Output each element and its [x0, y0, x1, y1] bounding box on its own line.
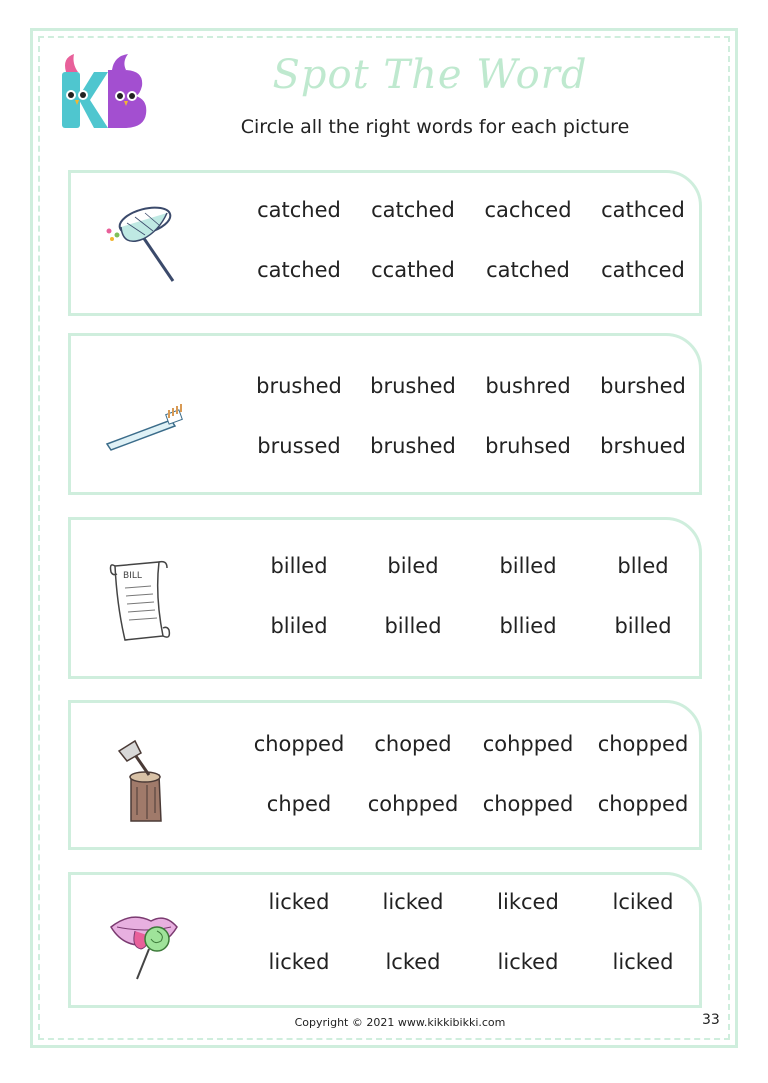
word-option[interactable]: bushred — [485, 374, 571, 398]
word-option[interactable]: biled — [387, 554, 439, 578]
word-option[interactable]: billed — [499, 554, 557, 578]
word-option[interactable]: billed — [614, 614, 672, 638]
logo-b-icon — [108, 54, 146, 128]
bill-scroll-icon — [101, 556, 191, 646]
axe-stump-icon — [101, 735, 191, 825]
word-option[interactable]: lcked — [385, 950, 441, 974]
page-number: 33 — [702, 1012, 720, 1028]
word-option[interactable]: blled — [617, 554, 669, 578]
instructions: Circle all the right words for each picture — [240, 116, 630, 138]
kb-logo — [52, 50, 152, 132]
word-option[interactable]: ccathed — [371, 258, 455, 282]
word-option[interactable]: catched — [257, 198, 341, 222]
word-option[interactable]: cathced — [601, 258, 685, 282]
word-option[interactable]: likced — [497, 890, 559, 914]
logo-k-icon — [62, 54, 108, 128]
word-option[interactable]: chopped — [597, 732, 689, 756]
word-option[interactable]: licked — [382, 890, 444, 914]
word-option[interactable]: bliled — [270, 614, 328, 638]
word-option[interactable]: lciked — [612, 890, 674, 914]
exercise-row-2 — [68, 333, 702, 495]
word-option[interactable]: burshed — [600, 374, 686, 398]
butterfly-net-icon — [101, 199, 191, 289]
word-option[interactable]: cohpped — [482, 732, 574, 756]
word-option[interactable]: brushed — [256, 374, 342, 398]
word-option[interactable]: bllied — [499, 614, 557, 638]
word-option[interactable]: catched — [371, 198, 455, 222]
word-option[interactable]: licked — [497, 950, 559, 974]
word-option[interactable]: chped — [266, 792, 332, 816]
word-option[interactable]: chopped — [253, 732, 345, 756]
svg-text:BILL: BILL — [123, 571, 142, 581]
word-option[interactable]: brushed — [370, 434, 456, 458]
lollipop-lips-icon — [101, 897, 191, 987]
word-option[interactable]: cohpped — [367, 792, 459, 816]
toothbrush-icon — [101, 376, 191, 466]
word-option[interactable]: licked — [612, 950, 674, 974]
exercise-row-4 — [68, 700, 702, 850]
word-option[interactable]: billed — [270, 554, 328, 578]
word-option[interactable]: catched — [257, 258, 341, 282]
word-option[interactable]: chopped — [482, 792, 574, 816]
word-option[interactable]: brussed — [257, 434, 341, 458]
word-option[interactable]: cachced — [484, 198, 572, 222]
exercise-row-1 — [68, 170, 702, 316]
copyright-text: Copyright © 2021 www.kikkibikki.com — [294, 1016, 506, 1029]
page-title: Spot The Word — [272, 52, 588, 98]
word-option[interactable]: billed — [384, 614, 442, 638]
word-option[interactable]: licked — [268, 950, 330, 974]
word-option[interactable]: licked — [268, 890, 330, 914]
word-option[interactable]: bruhsed — [485, 434, 571, 458]
word-option[interactable]: cathced — [601, 198, 685, 222]
word-option[interactable]: chopped — [597, 792, 689, 816]
word-option[interactable]: catched — [486, 258, 570, 282]
word-option[interactable]: brushed — [370, 374, 456, 398]
exercise-row-3 — [68, 517, 702, 679]
word-option[interactable]: choped — [374, 732, 452, 756]
word-option[interactable]: brshued — [600, 434, 686, 458]
